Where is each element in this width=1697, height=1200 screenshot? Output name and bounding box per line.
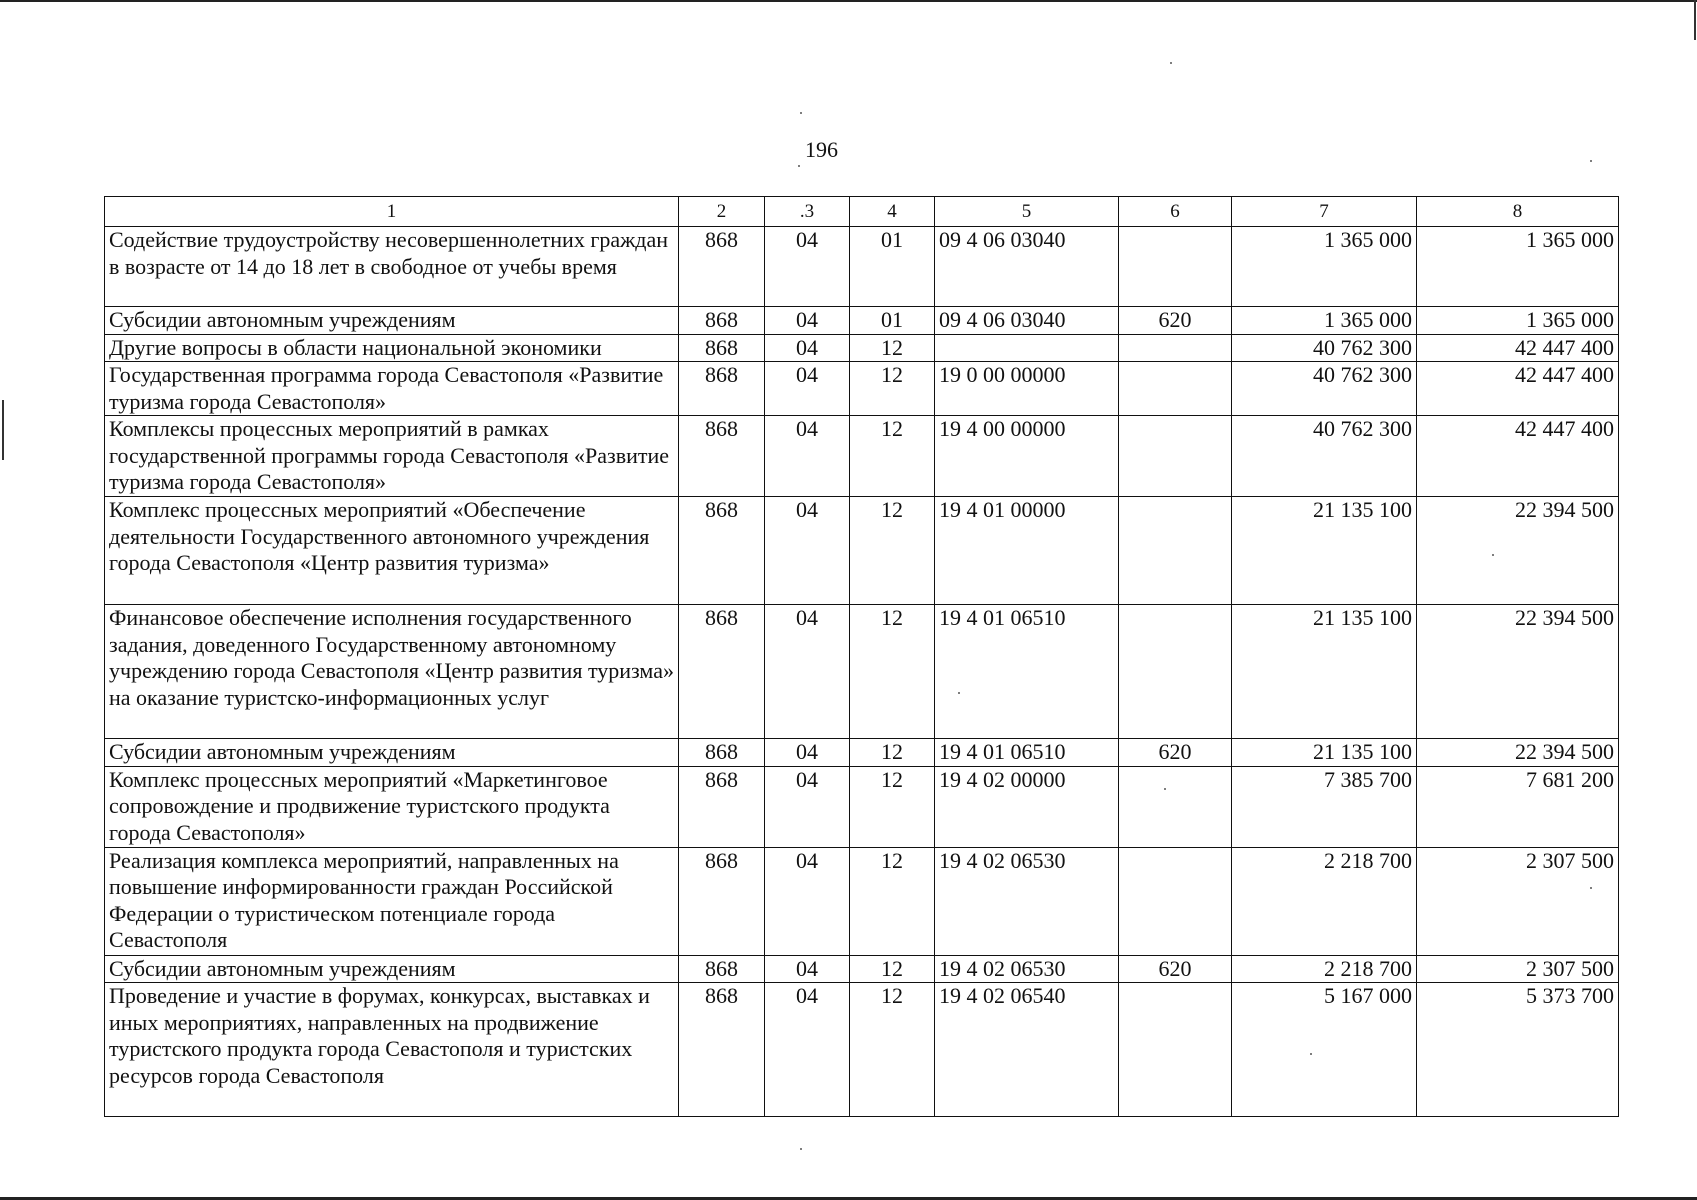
cell-csr (935, 334, 1119, 362)
cell-ved: 868 (679, 739, 765, 767)
cell-csr: 19 4 01 00000 (935, 497, 1119, 605)
column-header: 6 (1119, 197, 1232, 227)
column-header: .3 (765, 197, 850, 227)
cell-rz: 04 (765, 983, 850, 1117)
cell-pr: 12 (850, 983, 935, 1117)
cell-sum-2: 1 365 000 (1417, 227, 1619, 307)
cell-sum-1: 5 167 000 (1232, 983, 1417, 1117)
column-header: 4 (850, 197, 935, 227)
scan-speck (798, 165, 800, 167)
row-name: Комплексы процессных мероприятий в рамках государственной программы города Севастополя «Развитие туризма города Севастополя» (105, 416, 679, 497)
cell-sum-1: 21 135 100 (1232, 739, 1417, 767)
scan-speck (1590, 160, 1592, 162)
cell-rz: 04 (765, 416, 850, 497)
scan-mark-right (1694, 0, 1696, 40)
table-row (105, 416, 1619, 497)
cell-ved: 868 (679, 416, 765, 497)
row-name: Реализация комплекса мероприятий, направленных на повышение информированности граждан Российской Федерации о туристическом потенциале города Севастополя (105, 847, 679, 955)
page-number: 196 (805, 137, 838, 162)
cell-sum-1: 7 385 700 (1232, 766, 1417, 847)
cell-ved: 868 (679, 307, 765, 335)
cell-vr (1119, 334, 1232, 362)
cell-csr: 19 0 00 00000 (935, 362, 1119, 416)
cell-rz: 04 (765, 955, 850, 983)
cell-ved: 868 (679, 497, 765, 605)
cell-csr: 19 4 01 06510 (935, 605, 1119, 739)
cell-sum-1: 1 365 000 (1232, 227, 1417, 307)
cell-csr: 19 4 02 06530 (935, 847, 1119, 955)
cell-rz: 04 (765, 497, 850, 605)
cell-pr: 12 (850, 605, 935, 739)
column-header: 5 (935, 197, 1119, 227)
cell-sum-2: 42 447 400 (1417, 416, 1619, 497)
cell-ved: 868 (679, 227, 765, 307)
cell-csr: 19 4 02 06530 (935, 955, 1119, 983)
cell-sum-1: 40 762 300 (1232, 416, 1417, 497)
cell-sum-2: 22 394 500 (1417, 739, 1619, 767)
cell-pr: 12 (850, 955, 935, 983)
budget-table (104, 196, 1619, 1117)
scan-speck (800, 1148, 802, 1150)
table-row (105, 766, 1619, 847)
row-name: Субсидии автономным учреждениям (105, 955, 679, 983)
cell-sum-1: 21 135 100 (1232, 605, 1417, 739)
cell-sum-2: 22 394 500 (1417, 605, 1619, 739)
cell-ved: 868 (679, 766, 765, 847)
cell-sum-1: 2 218 700 (1232, 955, 1417, 983)
column-header: 7 (1232, 197, 1417, 227)
cell-ved: 868 (679, 955, 765, 983)
cell-ved: 868 (679, 334, 765, 362)
cell-rz: 04 (765, 227, 850, 307)
cell-rz: 04 (765, 766, 850, 847)
cell-vr (1119, 766, 1232, 847)
table-row (105, 362, 1619, 416)
cell-rz: 04 (765, 847, 850, 955)
column-header: 8 (1417, 197, 1619, 227)
row-name: Субсидии автономным учреждениям (105, 307, 679, 335)
cell-vr (1119, 416, 1232, 497)
cell-csr: 19 4 00 00000 (935, 416, 1119, 497)
cell-pr: 12 (850, 847, 935, 955)
scan-speck (1170, 62, 1172, 64)
cell-rz: 04 (765, 605, 850, 739)
table-row (105, 307, 1619, 335)
cell-sum-1: 40 762 300 (1232, 334, 1417, 362)
table-row (105, 497, 1619, 605)
cell-ved: 868 (679, 983, 765, 1117)
cell-ved: 868 (679, 847, 765, 955)
table-row (105, 605, 1619, 739)
row-name: Проведение и участие в форумах, конкурсах, выставках и иных мероприятиях, направленных на продвижение туристского продукта города Севастополя и туристских ресурсов города Севастополя (105, 983, 679, 1117)
column-header: 1 (105, 197, 679, 227)
cell-sum-2: 7 681 200 (1417, 766, 1619, 847)
cell-rz: 04 (765, 334, 850, 362)
cell-sum-1: 2 218 700 (1232, 847, 1417, 955)
row-name: Государственная программа города Севастополя «Развитие туризма города Севастополя» (105, 362, 679, 416)
cell-sum-2: 42 447 400 (1417, 334, 1619, 362)
cell-sum-2: 42 447 400 (1417, 362, 1619, 416)
column-header: 2 (679, 197, 765, 227)
cell-pr: 01 (850, 307, 935, 335)
table-row (105, 334, 1619, 362)
row-name: Другие вопросы в области национальной экономики (105, 334, 679, 362)
cell-csr: 19 4 01 06510 (935, 739, 1119, 767)
cell-csr: 19 4 02 00000 (935, 766, 1119, 847)
cell-pr: 12 (850, 497, 935, 605)
row-name: Комплекс процессных мероприятий «Маркетинговое сопровождение и продвижение туристского продукта города Севастополя» (105, 766, 679, 847)
cell-vr (1119, 362, 1232, 416)
row-name: Содействие трудоустройству несовершеннолетних граждан в возрасте от 14 до 18 лет в свободное от учебы время (105, 227, 679, 307)
cell-pr: 12 (850, 766, 935, 847)
cell-sum-2: 22 394 500 (1417, 497, 1619, 605)
cell-ved: 868 (679, 605, 765, 739)
table-row (105, 739, 1619, 767)
cell-sum-2: 2 307 500 (1417, 955, 1619, 983)
cell-csr: 09 4 06 03040 (935, 307, 1119, 335)
cell-rz: 04 (765, 307, 850, 335)
cell-vr (1119, 847, 1232, 955)
cell-vr (1119, 983, 1232, 1117)
cell-sum-2: 5 373 700 (1417, 983, 1619, 1117)
cell-sum-1: 40 762 300 (1232, 362, 1417, 416)
cell-sum-2: 1 365 000 (1417, 307, 1619, 335)
cell-csr: 19 4 02 06540 (935, 983, 1119, 1117)
cell-ved: 868 (679, 362, 765, 416)
row-name: Субсидии автономным учреждениям (105, 739, 679, 767)
cell-vr (1119, 497, 1232, 605)
table-row (105, 983, 1619, 1117)
cell-pr: 12 (850, 334, 935, 362)
header-row (105, 197, 1619, 227)
cell-vr: 620 (1119, 955, 1232, 983)
cell-vr: 620 (1119, 739, 1232, 767)
table-row (105, 227, 1619, 307)
cell-vr (1119, 605, 1232, 739)
cell-vr (1119, 227, 1232, 307)
cell-pr: 12 (850, 739, 935, 767)
row-name: Комплекс процессных мероприятий «Обеспечение деятельности Государственного автономного учреждения города Севастополя «Центр развития туризма» (105, 497, 679, 605)
cell-sum-1: 21 135 100 (1232, 497, 1417, 605)
table-row (105, 955, 1619, 983)
scan-speck (800, 112, 802, 114)
cell-sum-1: 1 365 000 (1232, 307, 1417, 335)
cell-pr: 12 (850, 416, 935, 497)
scan-mark-left (2, 400, 4, 460)
cell-pr: 12 (850, 362, 935, 416)
cell-sum-2: 2 307 500 (1417, 847, 1619, 955)
cell-vr: 620 (1119, 307, 1232, 335)
cell-rz: 04 (765, 739, 850, 767)
cell-rz: 04 (765, 362, 850, 416)
table-row (105, 847, 1619, 955)
row-name: Финансовое обеспечение исполнения государственного задания, доведенного Государственному автономному учреждению города Севастополя «Центр развития туризма» на оказание туристско-информационных услуг (105, 605, 679, 739)
cell-csr: 09 4 06 03040 (935, 227, 1119, 307)
cell-pr: 01 (850, 227, 935, 307)
scan-border-top (0, 0, 1697, 2)
